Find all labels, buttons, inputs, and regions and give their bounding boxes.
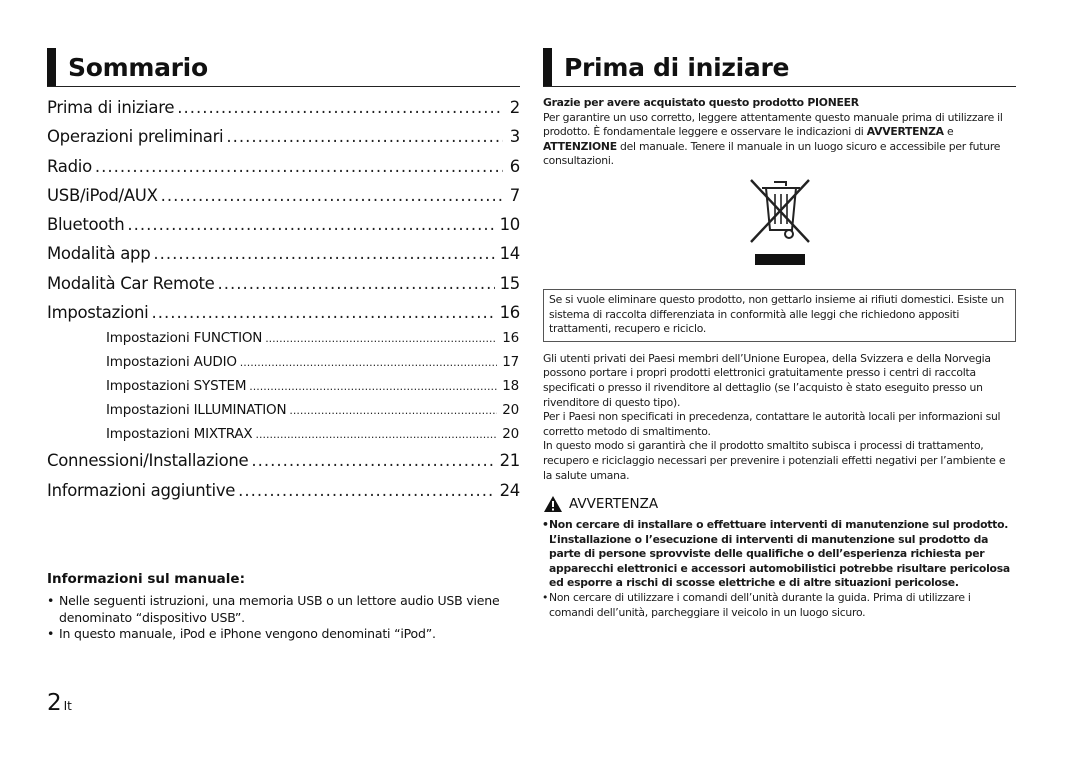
info-item: • In questo manuale, iPod e iPhone vengono denominati “iPod”.	[47, 626, 517, 643]
notice-text: Se si vuole eliminare questo prodotto, non gettarlo insieme ai rifiuti domestici. Esiste un sistema di raccolta differenziata in conformità alle leggi che richiedono appositi trattamenti, recupero e riciclo.	[549, 292, 1004, 336]
toc-entry-page: 20	[502, 401, 519, 418]
toc-entry-label: USB/iPod/AUX	[47, 185, 158, 205]
toc-leader-dots	[289, 399, 497, 423]
toc-entry-page: 21	[499, 451, 520, 471]
toc-entry	[47, 181, 520, 210]
toc-leader-dots	[95, 152, 503, 181]
intro-paragraph	[543, 96, 1016, 169]
info-item: • Nelle seguenti istruzioni, una memoria USB o un lettore audio USB viene denominato “dispositivo USB”.	[47, 593, 517, 626]
intro-text-1: Per garantire un uso corretto, leggere attentamente questo manuale prima di utilizzare il prodotto. È fondamentale leggere e osservare le indicazioni di	[543, 110, 1003, 139]
body-paragraph: Per i Paesi non specificati in precedenza, contattare le autorità locali per informazioni sul corretto metodo di smaltimento.	[543, 410, 1001, 438]
toc-entry	[47, 351, 520, 375]
toc-entry	[47, 93, 520, 122]
toc-entry-page: 16	[502, 330, 519, 347]
warning-item: • Non cercare di installare o effettuare interventi di manutenzione sul prodotto. L’installazione o l’esecuzione di interventi di manutenzione sul prodotto da parte di persone sprovviste delle qualifiche o dell’esperienza richiesta per apparecchi elettronici e accessori automobilistici potrebbe risultare pericolosa ed esporre a rischi di scosse elettriche e di altre situazioni pericolose.	[543, 518, 1016, 591]
toc-entry-label: Bluetooth	[47, 215, 125, 235]
section-title: Prima di iniziare	[564, 52, 790, 82]
warning-title: AVVERTENZA	[569, 496, 659, 513]
table-of-contents	[47, 93, 520, 505]
toc-leader-dots	[218, 269, 495, 298]
toc-entry-label: Radio	[47, 156, 92, 176]
toc-entry-label: Impostazioni FUNCTION	[106, 330, 263, 347]
toc-leader-dots	[240, 351, 497, 375]
warning-item: • Non cercare di utilizzare i comandi dell’unità durante la guida. Prima di utilizzare i comandi dell’unità, parcheggiare il veicolo in un luogo sicuro.	[543, 591, 1016, 620]
toc-entry-page: 20	[502, 425, 519, 442]
toc-entry	[47, 239, 520, 268]
intro-text-2: e	[943, 125, 954, 139]
toc-entry	[47, 446, 520, 475]
toc-entry-page: 15	[499, 273, 520, 293]
heading-bar	[543, 48, 552, 86]
toc-leader-dots	[251, 446, 494, 475]
toc-entry-page: 2	[509, 98, 520, 117]
toc-entry-label: Impostazioni SYSTEM	[106, 377, 247, 394]
warning-heading	[543, 495, 1016, 513]
toc-entry-page: 24	[499, 480, 520, 500]
toc-leader-dots	[177, 93, 503, 122]
intro-bold-attenzione: ATTENZIONE	[543, 139, 617, 153]
warning-triangle-icon	[543, 495, 563, 513]
toc-entry	[47, 399, 520, 423]
page-number-value: 2	[47, 690, 62, 716]
thanks-line: Grazie per avere acquistato questo prodotto PIONEER	[543, 96, 859, 109]
toc-entry-label: Impostazioni AUDIO	[106, 354, 237, 371]
toc-leader-dots	[127, 210, 494, 239]
toc-entry-page: 16	[499, 303, 520, 323]
toc-leader-dots	[265, 327, 497, 351]
toc-leader-dots	[161, 181, 503, 210]
toc-entry	[47, 269, 520, 298]
intro-bold-avvertenza: AVVERTENZA	[866, 125, 944, 139]
toc-entry	[47, 476, 520, 505]
crossed-out-wheeled-bin-icon	[748, 176, 812, 268]
toc-entry-page: 14	[499, 244, 520, 264]
right-column	[543, 48, 1016, 620]
toc-entry-label: Impostazioni ILLUMINATION	[106, 401, 287, 418]
intro-text-3: del manuale. Tenere il manuale in un luogo sicuro e accessibile per future consultazioni.	[543, 139, 1001, 168]
page-language: It	[63, 699, 72, 713]
warning-list	[543, 518, 1016, 620]
toc-entry	[47, 210, 520, 239]
weee-symbol	[543, 174, 1016, 287]
toc-entry-page: 18	[502, 377, 519, 394]
heading-bar	[47, 48, 56, 86]
toc-entry-label: Informazioni aggiuntive	[47, 480, 236, 500]
disposal-paragraphs	[543, 352, 1016, 483]
toc-entry-label: Operazioni preliminari	[47, 127, 224, 147]
toc-entry-page: 10	[499, 215, 520, 235]
section-heading-sommario	[47, 48, 520, 87]
body-paragraph: In questo modo si garantirà che il prodotto smaltito subisca i processi di trattamento, recupero e riciclaggio necessari per prevenire i potenziali effetti negativi per l’ambiente e la salute umana.	[543, 439, 1006, 482]
toc-leader-dots	[226, 122, 503, 151]
toc-leader-dots	[238, 476, 494, 505]
toc-entry-label: Prima di iniziare	[47, 98, 175, 117]
toc-entry-label: Modalità Car Remote	[47, 273, 215, 293]
toc-entry-page: 6	[509, 156, 520, 176]
toc-entry-label: Impostazioni	[47, 303, 149, 323]
section-heading-prima	[543, 48, 1016, 87]
left-column	[47, 48, 520, 505]
page-number	[47, 690, 72, 716]
toc-entry-page: 3	[509, 127, 520, 147]
toc-leader-dots	[151, 298, 494, 327]
toc-entry-label: Impostazioni MIXTRAX	[106, 425, 253, 442]
toc-entry	[47, 375, 520, 399]
info-list	[47, 593, 517, 643]
toc-entry	[47, 152, 520, 181]
toc-entry-label: Modalità app	[47, 244, 151, 264]
toc-leader-dots	[249, 375, 497, 399]
toc-entry-page: 17	[502, 354, 519, 371]
page-title: Sommario	[68, 52, 208, 82]
toc-entry	[47, 423, 520, 447]
toc-entry-page: 7	[509, 185, 520, 205]
toc-entry	[47, 298, 520, 327]
toc-entry	[47, 327, 520, 351]
body-paragraph: Gli utenti privati dei Paesi membri dell’Unione Europea, della Svizzera e della Norvegia possono portare i propri prodotti elettronici gratuitamente presso i centri di raccolta specificati o presso il rivenditore al dettaglio (se l’acquisto è stato eseguito presso un rivenditore di questo tipo).	[543, 351, 991, 409]
toc-leader-dots	[153, 239, 494, 268]
toc-leader-dots	[255, 423, 497, 447]
toc-entry	[47, 122, 520, 151]
info-title: Informazioni sul manuale:	[47, 571, 245, 587]
toc-entry-label: Connessioni/Installazione	[47, 451, 249, 471]
notice-box	[543, 289, 1016, 342]
